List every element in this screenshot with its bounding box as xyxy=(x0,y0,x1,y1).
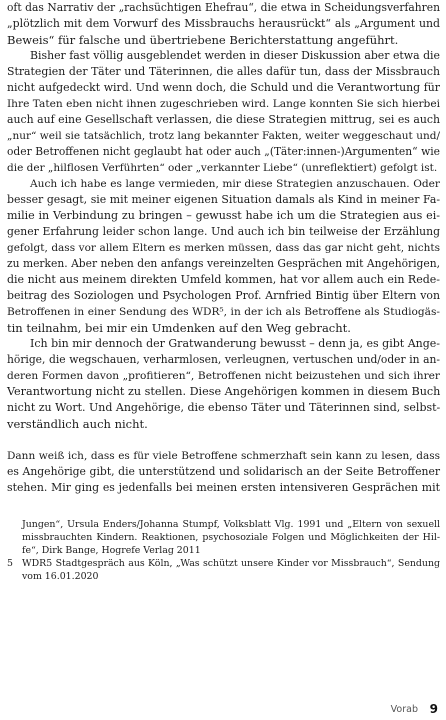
body-line: milie in Verbindung zu bringen – gewusst habe ich um die Strategien aus ei- xyxy=(7,209,440,222)
body-line: gener Erfahrung leider schon lange. Und auch ich bin teilweise der Erzählung xyxy=(7,225,440,238)
body-line: Auch ich habe es lange vermieden, mir diese Strategien anzuschauen. Oder xyxy=(30,178,440,190)
body-line: Bisher fast völlig ausgeblendet werden in dieser Diskussion aber etwa die xyxy=(30,49,440,62)
body-line: die nicht aus meinem direkten Umfeld kommen, hat vor allem auch ein Rede- xyxy=(7,273,440,286)
body-line: verständlich auch nicht. xyxy=(7,417,148,431)
body-line: Ich bin mir dennoch der Gratwanderung bewusst – denn ja, es gibt Ange- xyxy=(30,337,440,350)
body-line: nicht zu Wort. Und Angehörige, die ebenso Täter und Täterinnen sind, selbst- xyxy=(7,401,441,414)
section-label: Vorab xyxy=(390,704,418,715)
body-line: besser gesagt, sie mit meiner eigenen Situation damals als Kind in meiner Fa- xyxy=(7,193,440,206)
body-line: tin teilnahm, bei mir ein Umdenken auf den Weg gebracht. xyxy=(7,321,351,335)
body-line: Strategien der Täter und Täterinnen, die alles dafür tun, dass der Missbrauch xyxy=(7,65,440,78)
body-line: Betroffenen in einer Sendung des WDR⁵, in der ich als Betroffene als Studiogäs- xyxy=(7,306,440,318)
page-number: 9 xyxy=(429,702,438,716)
footnote-line: fe“, Dirk Bange, Hogrefe Verlag 2011 xyxy=(22,545,201,556)
body-line: die der „hilflosen Verführten“ oder „verkannter Liebe“ (unreflektiert) gefolgt ist. xyxy=(7,162,438,174)
body-line: oft das Narrativ der „rachsüchtigen Ehefrau“, die etwa in Scheidungsverfahren xyxy=(7,1,440,14)
body-line: Verantwortung nicht zu stellen. Diese Angehörigen kommen in diesem Buch xyxy=(7,385,441,398)
footnote-line: vom 16.01.2020 xyxy=(22,571,99,582)
footnote-number: 5 xyxy=(7,558,13,569)
body-line: oder Betroffenen nicht geglaubt hat oder auch „(Täter:innen-)Argumenten“ wie xyxy=(7,145,440,158)
body-line: es Angehörige gibt, die unterstützend und solidarisch an der Seite Betroffener xyxy=(7,465,440,478)
body-line: Ihre Taten eben nicht ihnen zugeschrieben wird. Lange konnten Sie sich hierbei xyxy=(7,98,440,110)
body-line: hörige, die wegschauen, verharmlosen, verleugnen, vertuschen und/oder in an- xyxy=(7,353,440,366)
body-line: stehen. Mir ging es jedenfalls bei meinen ersten intensiveren Gesprächen mit xyxy=(7,481,440,494)
footnote-line: missbrauchten Kindern. Reaktionen, psychosoziale Folgen und Möglichkeiten der Hil- xyxy=(22,532,440,543)
footnote-line: WDR5 Stadtgespräch aus Köln, „Was schützt unsere Kinder vor Missbrauch“, Sendung xyxy=(22,558,440,569)
body-line: gefolgt, dass vor allem Eltern es merken müssen, dass das gar nicht geht, nichts xyxy=(7,242,440,254)
body-line: „nur“ weil sie tatsächlich, trotz lang bekannter Fakten, weiter weggeschaut und/ xyxy=(7,130,440,142)
body-line: Beweis“ für falsche und übertriebene Berichterstattung angeführt. xyxy=(7,33,399,47)
body-line: deren Formen davon „profitieren“, Betroffenen nicht beizustehen und sich ihrer xyxy=(7,370,440,382)
footnote-line: Jungen“, Ursula Enders/Johanna Stumpf, Volksblatt Vlg. 1991 und „Eltern von sexuell xyxy=(22,519,440,530)
body-line: auch auf eine Gesellschaft verlassen, die diese Strategien mittrug, sei es auch xyxy=(7,113,440,126)
body-line: „plötzlich mit dem Vorwurf des Missbrauchs herausrückt“ als „Argument und xyxy=(7,17,440,30)
body-line: nicht aufgedeckt wird. Und wenn doch, die Schuld und die Verantwortung für xyxy=(7,81,440,94)
body-line: Dann weiß ich, dass es für viele Betroffene schmerzhaft sein kann zu lesen, dass xyxy=(7,450,440,462)
body-line: beitrag des Soziologen und Psychologen Prof. Arnfried Bintig über Eltern von xyxy=(7,289,440,302)
body-line: zu merken. Aber neben den anfangs vereinzelten Gesprächen mit Angehörigen, xyxy=(7,257,440,270)
